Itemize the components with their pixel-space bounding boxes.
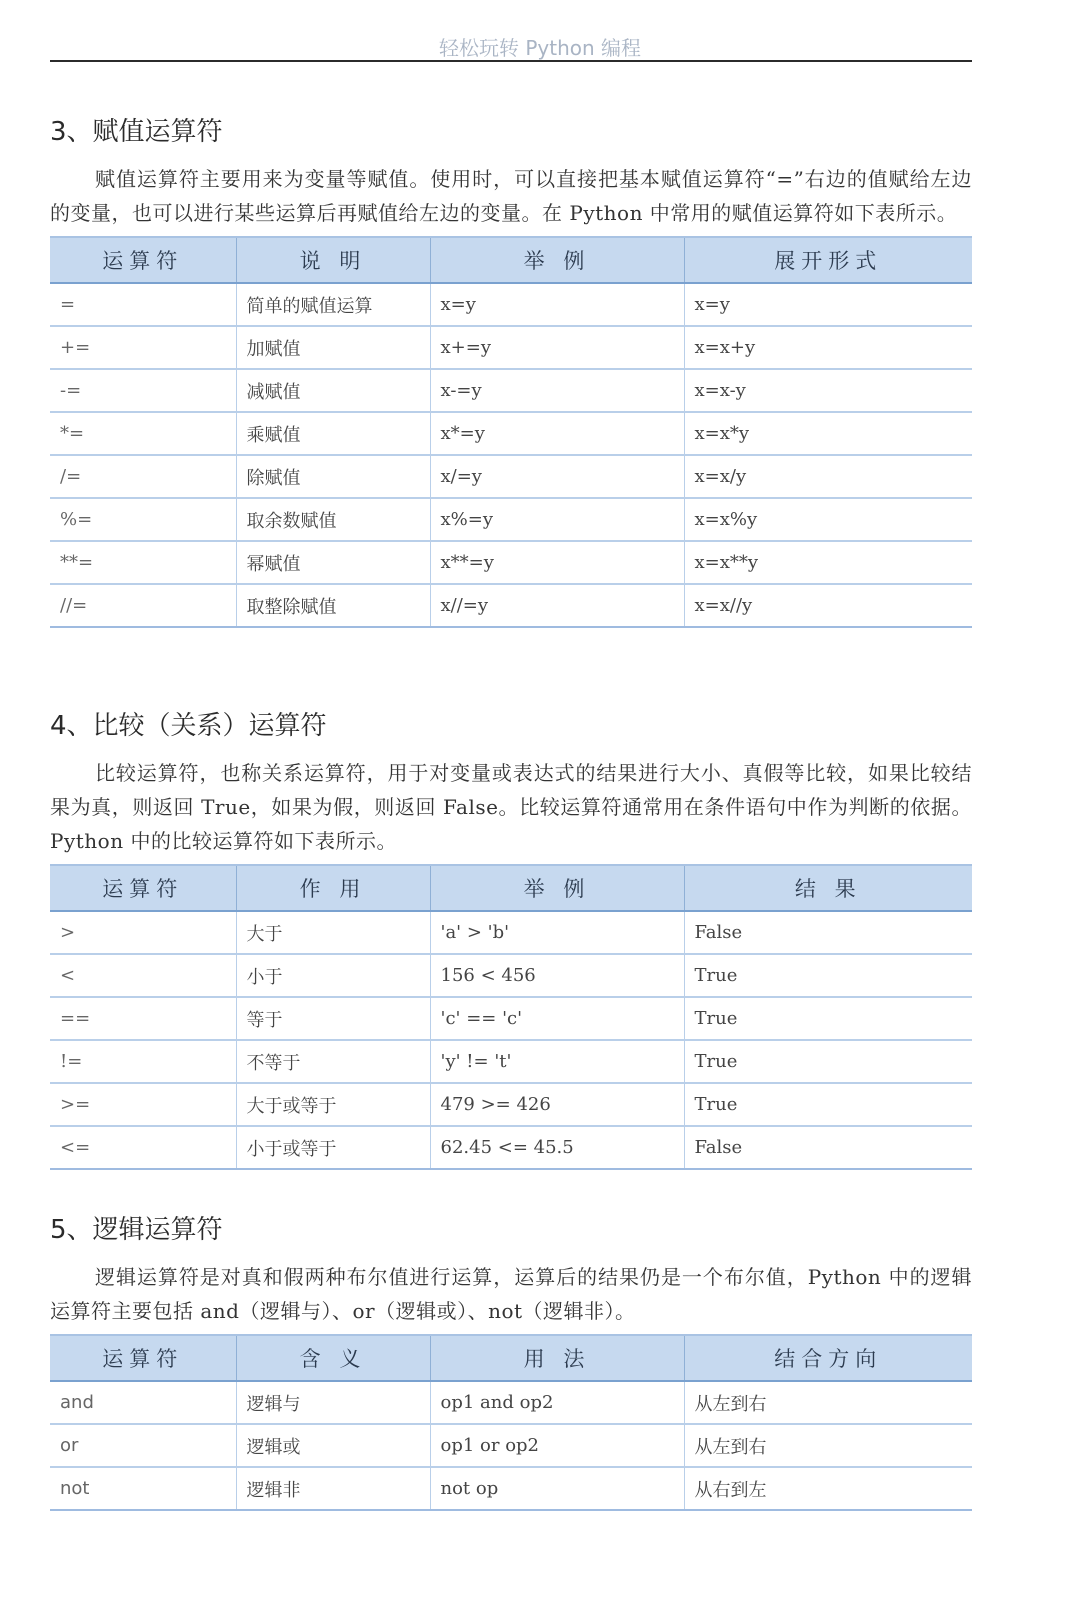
table-cell: 'y' != 't'	[430, 1040, 684, 1083]
table-row	[50, 1467, 972, 1510]
table-cell: -=	[50, 369, 236, 412]
column-header: 作 用	[236, 865, 430, 911]
table-cell: 逻辑与	[236, 1381, 430, 1424]
section-comparison-operators	[50, 706, 972, 1170]
table-cell: 简单的赋值运算	[236, 283, 430, 326]
table-cell: 幂赋值	[236, 541, 430, 584]
table-header-row	[50, 1335, 972, 1381]
table-row	[50, 1040, 972, 1083]
table-cell: x=x+y	[684, 326, 972, 369]
table-row	[50, 412, 972, 455]
table-cell: **=	[50, 541, 236, 584]
table-cell: not op	[430, 1467, 684, 1510]
table-cell: 'c' == 'c'	[430, 997, 684, 1040]
table-cell: 逻辑非	[236, 1467, 430, 1510]
table-cell: 从左到右	[684, 1381, 972, 1424]
table-cell: 156 < 456	[430, 954, 684, 997]
table-cell: 479 >= 426	[430, 1083, 684, 1126]
table-cell: =	[50, 283, 236, 326]
section-paragraph: 赋值运算符主要用来为变量等赋值。使用时，可以直接把基本赋值运算符“=”右边的值赋给左边的变量，也可以进行某些运算后再赋值给左边的变量。在 Python 中常用的赋值运算符如下表所示。	[50, 167, 972, 225]
table-row	[50, 1381, 972, 1424]
section-logical-operators	[50, 1210, 972, 1511]
header-rule	[50, 60, 972, 62]
table-cell: >	[50, 911, 236, 954]
comparison-operator-table	[50, 864, 972, 1170]
table-cell: x*=y	[430, 412, 684, 455]
table-cell: 等于	[236, 997, 430, 1040]
table-cell: /=	[50, 455, 236, 498]
table-row	[50, 369, 972, 412]
column-header: 结合方向	[684, 1335, 972, 1381]
section-paragraph: 比较运算符，也称关系运算符，用于对变量或表达式的结果进行大小、真假等比较，如果比较结果为真，则返回 True，如果为假，则返回 False。比较运算符通常用在条件语句中作为判断的依据。Python 中的比较运算符如下表所示。	[50, 761, 972, 853]
table-cell: ==	[50, 997, 236, 1040]
column-header: 说 明	[236, 237, 430, 283]
table-cell: 不等于	[236, 1040, 430, 1083]
column-header: 举 例	[430, 237, 684, 283]
table-cell: not	[50, 1467, 236, 1510]
table-cell: x=x-y	[684, 369, 972, 412]
table-cell: and	[50, 1381, 236, 1424]
column-header: 举 例	[430, 865, 684, 911]
running-head-title: 轻松玩转 Python 编程	[438, 36, 642, 60]
column-header: 运算符	[50, 1335, 236, 1381]
column-header: 运算符	[50, 237, 236, 283]
table-row	[50, 1083, 972, 1126]
table-row	[50, 1424, 972, 1467]
table-cell: 取整除赋值	[236, 584, 430, 627]
table-row	[50, 498, 972, 541]
table-cell: True	[684, 997, 972, 1040]
table-header-row	[50, 865, 972, 911]
table-cell: x**=y	[430, 541, 684, 584]
table-cell: x-=y	[430, 369, 684, 412]
table-cell: <=	[50, 1126, 236, 1169]
table-cell: x=x*y	[684, 412, 972, 455]
table-cell: *=	[50, 412, 236, 455]
table-cell: 从左到右	[684, 1424, 972, 1467]
table-cell: x//=y	[430, 584, 684, 627]
table-cell: 'a' > 'b'	[430, 911, 684, 954]
table-cell: 62.45 <= 45.5	[430, 1126, 684, 1169]
table-cell: 乘赋值	[236, 412, 430, 455]
column-header: 结 果	[684, 865, 972, 911]
table-cell: 除赋值	[236, 455, 430, 498]
table-row	[50, 997, 972, 1040]
table-cell: x=y	[430, 283, 684, 326]
table-cell: x=x%y	[684, 498, 972, 541]
table-cell: <	[50, 954, 236, 997]
table-cell: or	[50, 1424, 236, 1467]
table-cell: x%=y	[430, 498, 684, 541]
table-cell: 小于或等于	[236, 1126, 430, 1169]
table-cell: True	[684, 954, 972, 997]
table-cell: x+=y	[430, 326, 684, 369]
table-row	[50, 326, 972, 369]
table-header-row	[50, 237, 972, 283]
table-cell: %=	[50, 498, 236, 541]
table-cell: x=x/y	[684, 455, 972, 498]
table-cell: x=x//y	[684, 584, 972, 627]
table-row	[50, 283, 972, 326]
table-cell: False	[684, 911, 972, 954]
section-assignment-operators	[50, 112, 972, 628]
table-cell: 小于	[236, 954, 430, 997]
section-paragraph: 逻辑运算符是对真和假两种布尔值进行运算，运算后的结果仍是一个布尔值，Python 中的逻辑运算符主要包括 and（逻辑与）、or（逻辑或）、not（逻辑非）。	[50, 1265, 972, 1323]
table-cell: True	[684, 1040, 972, 1083]
table-cell: 大于或等于	[236, 1083, 430, 1126]
column-header: 展开形式	[684, 237, 972, 283]
table-cell: False	[684, 1126, 972, 1169]
table-cell: x=y	[684, 283, 972, 326]
table-row	[50, 911, 972, 954]
table-cell: +=	[50, 326, 236, 369]
table-cell: True	[684, 1083, 972, 1126]
column-header: 用 法	[430, 1335, 684, 1381]
table-cell: 逻辑或	[236, 1424, 430, 1467]
table-cell: 从右到左	[684, 1467, 972, 1510]
table-row	[50, 455, 972, 498]
section-title: 4、比较（关系）运算符	[50, 711, 327, 741]
table-cell: 减赋值	[236, 369, 430, 412]
logical-operator-table	[50, 1334, 972, 1511]
table-cell: >=	[50, 1083, 236, 1126]
section-title: 5、逻辑运算符	[50, 1215, 223, 1245]
table-cell: x=x**y	[684, 541, 972, 584]
table-row	[50, 1126, 972, 1169]
assignment-operator-table	[50, 236, 972, 628]
table-row	[50, 584, 972, 627]
table-cell: op1 or op2	[430, 1424, 684, 1467]
section-title: 3、赋值运算符	[50, 117, 223, 147]
table-cell: 加赋值	[236, 326, 430, 369]
column-header: 含 义	[236, 1335, 430, 1381]
table-cell: 取余数赋值	[236, 498, 430, 541]
table-row	[50, 954, 972, 997]
table-cell: //=	[50, 584, 236, 627]
table-cell: x/=y	[430, 455, 684, 498]
column-header: 运算符	[50, 865, 236, 911]
table-cell: 大于	[236, 911, 430, 954]
table-cell: !=	[50, 1040, 236, 1083]
table-row	[50, 541, 972, 584]
table-cell: op1 and op2	[430, 1381, 684, 1424]
